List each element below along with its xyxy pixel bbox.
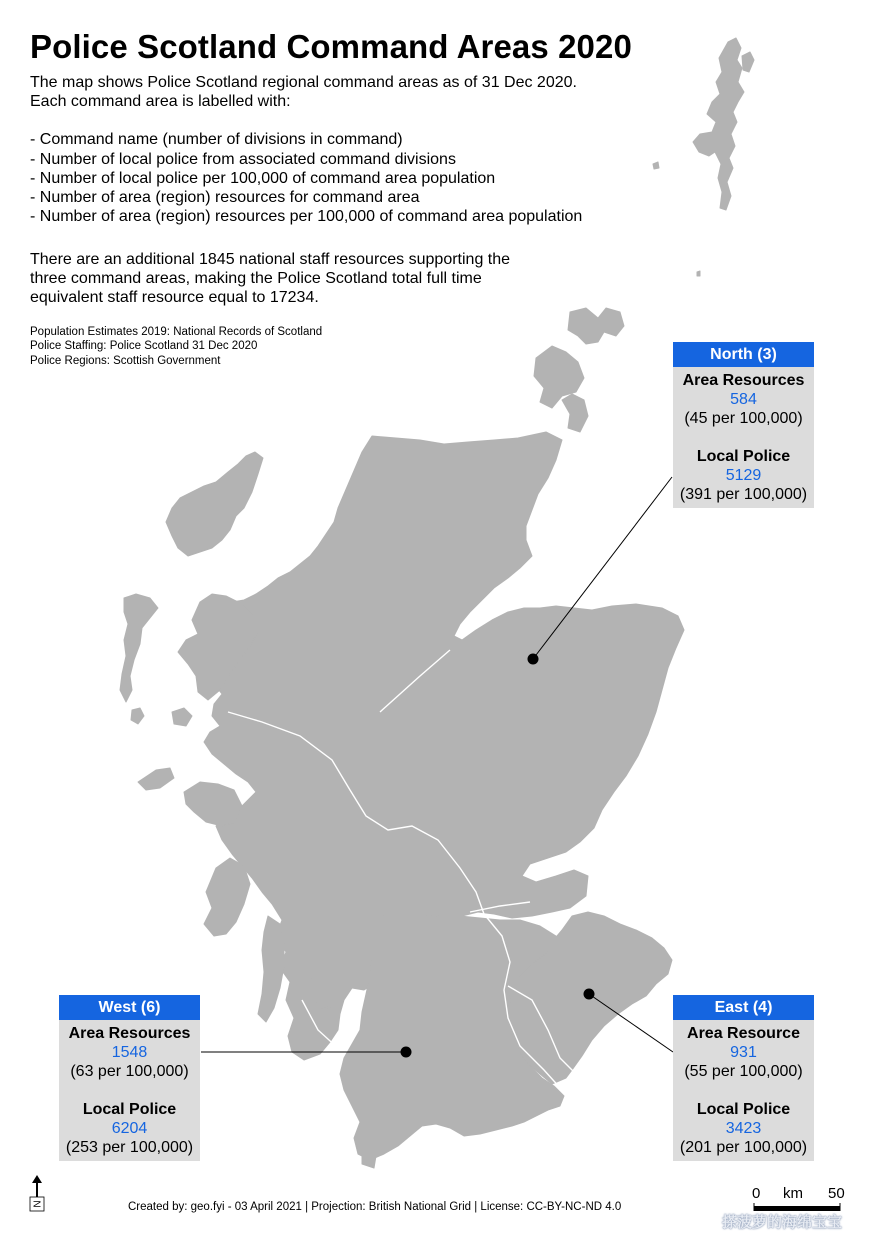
lewis-harris [166, 452, 263, 556]
west-command-name: West (6) [59, 995, 200, 1020]
west-local-value: 6204 [111, 1120, 148, 1137]
description-bullet: - Number of area (region) resources for command area [30, 189, 420, 207]
barra [131, 708, 144, 724]
credits-footer: Created by: geo.fyi - 03 April 2021 | Projection: British National Grid | License: CC-BY-NC-ND 4.0 [128, 1201, 622, 1213]
description-bullet: - Number of area (region) resources per 100,000 of command area population [30, 208, 583, 226]
fair-isle [653, 162, 659, 169]
mull [184, 782, 242, 826]
east-area-value: 931 [730, 1044, 757, 1061]
north-local-label: Local Police [696, 448, 791, 465]
kintyre [258, 916, 284, 1022]
map-title: Police Scotland Command Areas 2020 [30, 28, 632, 65]
north-area-value: 584 [730, 391, 757, 408]
north-area-rate: (45 per 100,000) [684, 410, 803, 427]
foula [697, 271, 700, 276]
source-line: Population Estimates 2019: National Records of Scotland [30, 326, 323, 338]
orkney-south [562, 394, 588, 432]
east-local-value: 3423 [725, 1120, 762, 1137]
description-bullet: - Number of local police from associated command divisions [30, 150, 456, 168]
shetland-islands [693, 38, 744, 210]
west-area-value: 1548 [111, 1044, 148, 1061]
national-line: three command areas, making the Police Scotland total full time [30, 270, 482, 288]
west-local-label: Local Police [82, 1101, 177, 1118]
north-area-label: Area Resources [682, 372, 805, 389]
east-local-label: Local Police [696, 1101, 791, 1118]
tiree-coll [138, 768, 174, 790]
description-bullet: - Number of local police per 100,000 of command area population [30, 169, 496, 187]
north-local-value: 5129 [725, 467, 762, 484]
north-command-box [673, 342, 814, 508]
scale-start: 0 [752, 1185, 761, 1202]
source-line: Police Staffing: Police Scotland 31 Dec 2020 [30, 340, 258, 353]
north-command-name: North (3) [673, 342, 814, 367]
orkney-islands [568, 308, 624, 344]
east-area-rate: (55 per 100,000) [684, 1063, 803, 1080]
west-area-label: Area Resources [68, 1025, 191, 1042]
scale-bar-graphic [754, 1203, 840, 1211]
national-line: equivalent staff resource equal to 17234. [30, 289, 319, 307]
small-isles [172, 708, 192, 726]
shetland-north-isle [742, 52, 754, 72]
national-line: There are an additional 1845 national staff resources supporting the [30, 251, 511, 268]
east-marker[interactable] [584, 989, 595, 1000]
north-arrow-label: N [32, 1200, 44, 1208]
west-command-box [59, 995, 200, 1161]
west-local-rate: (253 per 100,000) [65, 1139, 194, 1156]
east-command-name: East (4) [673, 995, 814, 1020]
east-command-box [673, 995, 814, 1161]
east-area-label: Area Resource [687, 1025, 800, 1042]
east-local-rate: (201 per 100,000) [679, 1139, 808, 1156]
source-line: Police Regions: Scottish Government [30, 354, 221, 367]
jura-islay [204, 858, 250, 936]
description-line: The map shows Police Scotland regional command areas as of 31 Dec 2020. [30, 74, 577, 91]
north-local-rate: (391 per 100,000) [679, 486, 808, 503]
uist-benbecula [120, 594, 158, 702]
description-line: Each command area is labelled with: [30, 93, 291, 111]
scale-unit: km [783, 1185, 803, 1202]
scale-end: 50 [828, 1185, 845, 1202]
watermark-text: 搽菠萝的海绵宝宝 [722, 1214, 843, 1231]
west-marker[interactable] [401, 1047, 412, 1058]
north-marker[interactable] [528, 654, 539, 665]
west-area-rate: (63 per 100,000) [70, 1063, 189, 1080]
description-bullet: - Command name (number of divisions in command) [30, 131, 403, 149]
